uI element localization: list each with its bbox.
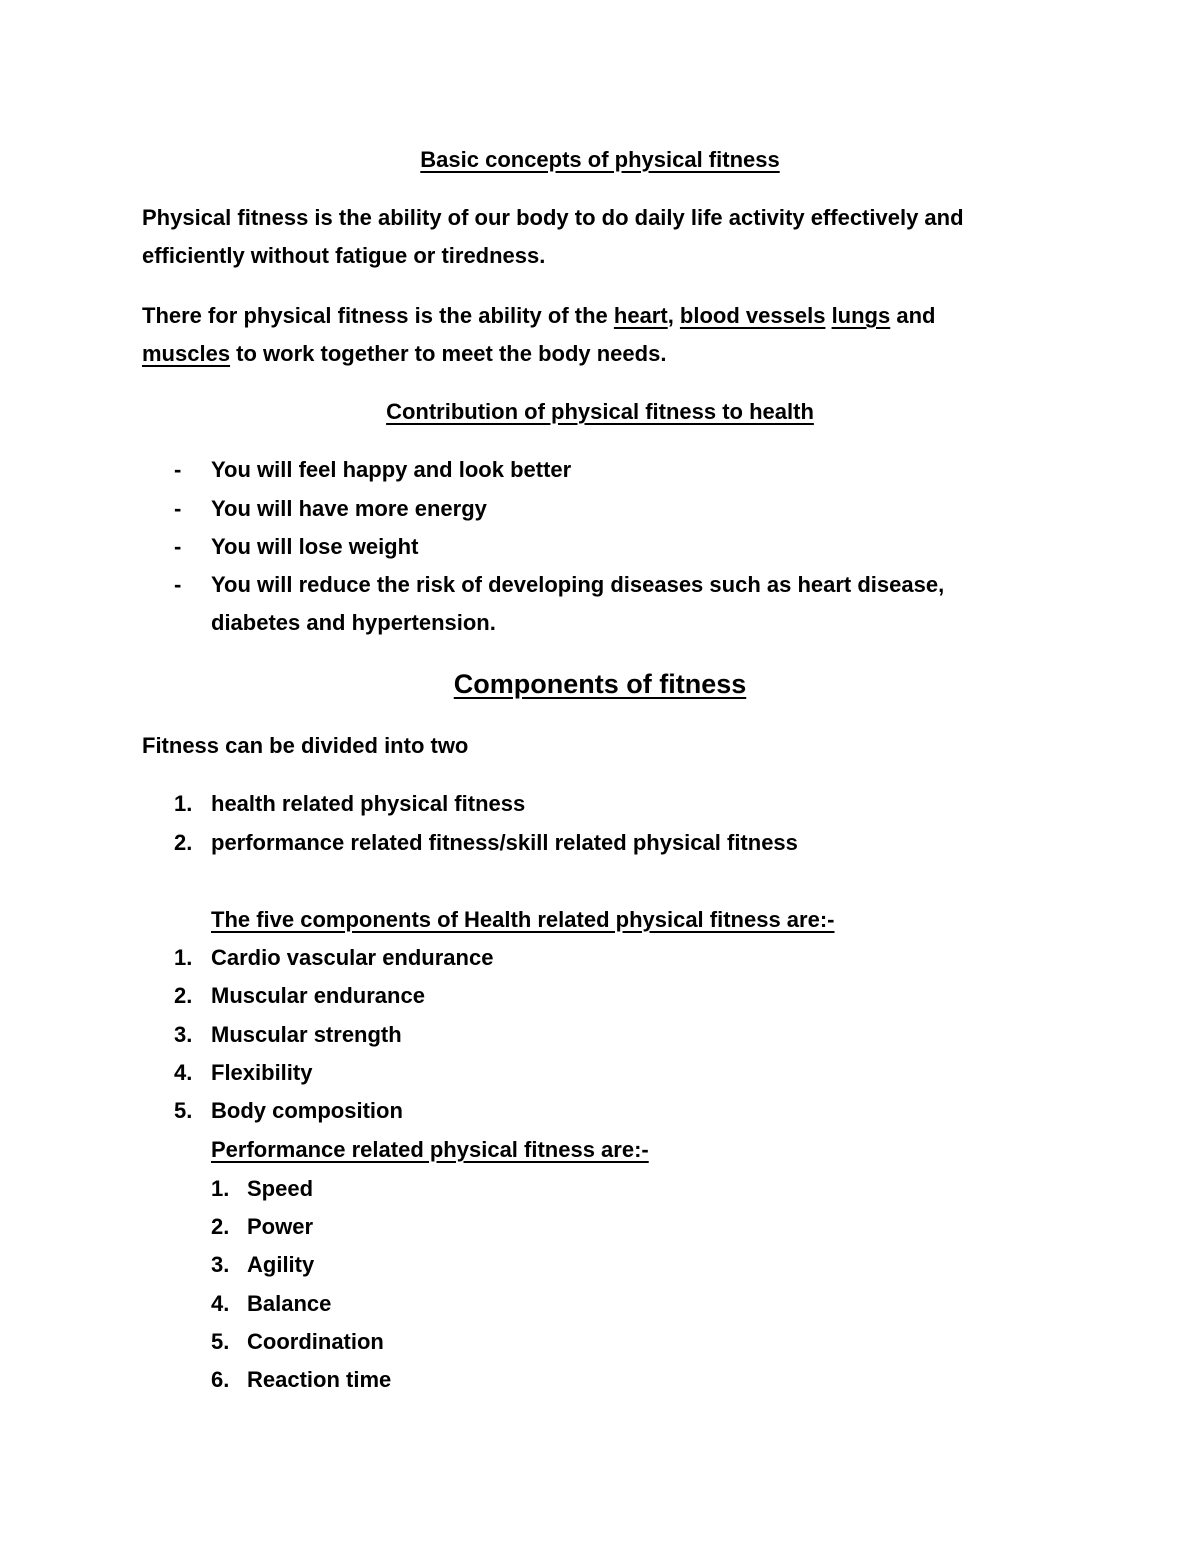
list-number: 1. — [174, 791, 193, 816]
comma-sep: , — [667, 303, 680, 328]
therefore-text-b: and — [890, 303, 936, 328]
therefore-line-2 — [142, 340, 666, 368]
bullet-dash: - — [174, 572, 182, 597]
list-number: 1. — [211, 1176, 230, 1201]
heart-term: heart — [613, 303, 668, 328]
list-item: You will reduce the risk of developing diseases such as heart disease, — [211, 572, 945, 597]
list-number: 5. — [211, 1329, 230, 1354]
list-item: Speed — [247, 1176, 314, 1201]
list-item: Power — [247, 1214, 314, 1239]
list-number: 3. — [211, 1252, 230, 1277]
list-item: Agility — [247, 1252, 315, 1277]
divided-intro: Fitness can be divided into two — [142, 733, 469, 758]
list-item: You will lose weight — [211, 534, 419, 559]
list-number: 4. — [174, 1060, 193, 1085]
therefore-text-c: to work together to meet the body needs. — [230, 341, 667, 366]
list-item: You will feel happy and look better — [211, 457, 572, 482]
list-item: performance related fitness/skill related physical fitness — [211, 830, 798, 855]
list-number: 2. — [211, 1214, 230, 1239]
list-item: Flexibility — [211, 1060, 313, 1085]
list-item: Reaction time — [247, 1367, 392, 1392]
lungs-term: lungs — [831, 303, 891, 328]
health-components-heading: The five components of Health related physical fitness are:- — [211, 907, 835, 932]
list-number: 3. — [174, 1022, 193, 1047]
list-number: 5. — [174, 1098, 193, 1123]
list-item: Coordination — [247, 1329, 384, 1354]
performance-heading: Performance related physical fitness are:- — [211, 1137, 649, 1162]
list-number: 6. — [211, 1367, 230, 1392]
page-title: Basic concepts of physical fitness — [420, 147, 780, 172]
list-number: 4. — [211, 1291, 230, 1316]
blood-vessels-term: blood vessels — [679, 303, 826, 328]
list-item: Cardio vascular endurance — [211, 945, 494, 970]
list-number: 2. — [174, 983, 193, 1008]
list-number: 2. — [174, 830, 193, 855]
list-item: You will have more energy — [211, 496, 487, 521]
bullet-dash: - — [174, 457, 182, 482]
contribution-heading: Contribution of physical fitness to health — [386, 399, 814, 424]
list-item-continuation: diabetes and hypertension. — [211, 610, 496, 635]
muscles-term: muscles — [142, 341, 231, 366]
list-item: Muscular endurance — [211, 983, 425, 1008]
therefore-line-1 — [142, 302, 935, 330]
bullet-dash: - — [174, 534, 182, 559]
definition-line-1: Physical fitness is the ability of our body to do daily life activity effectively and — [142, 205, 964, 230]
bullet-dash: - — [174, 496, 182, 521]
list-number: 1. — [174, 945, 193, 970]
therefore-text-a: There for physical fitness is the ability of the — [142, 303, 614, 328]
list-item: health related physical fitness — [211, 791, 526, 816]
list-item: Body composition — [211, 1098, 403, 1123]
definition-line-2: efficiently without fatigue or tiredness. — [142, 243, 546, 268]
list-item: Muscular strength — [211, 1022, 402, 1047]
list-item: Balance — [247, 1291, 332, 1316]
components-heading: Components of fitness — [453, 669, 747, 699]
